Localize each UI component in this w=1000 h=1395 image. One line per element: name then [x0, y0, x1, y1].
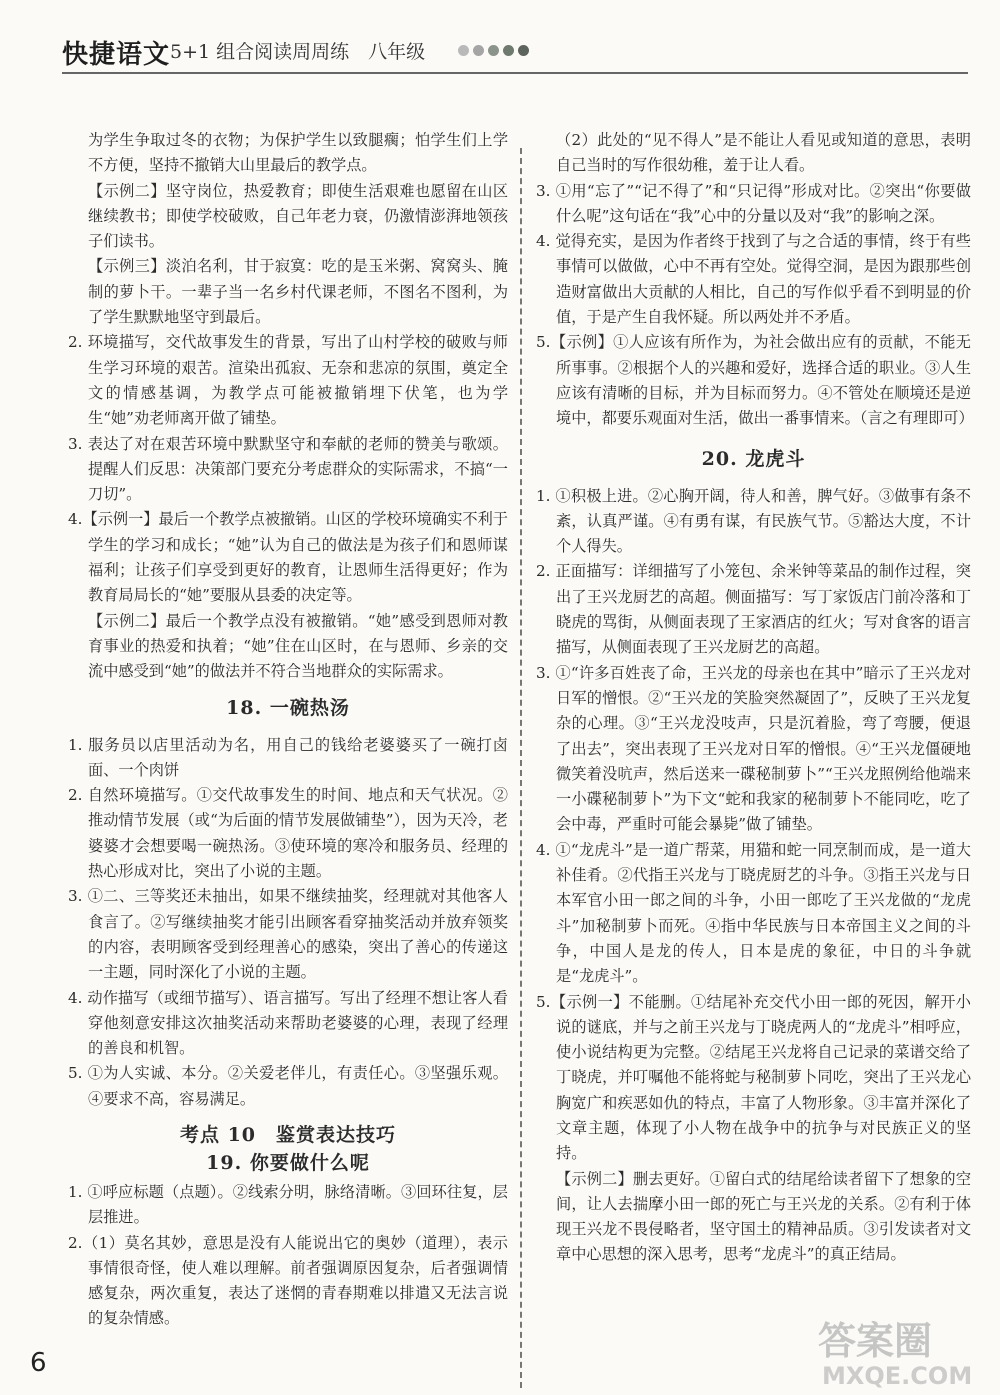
answer-paragraph: 1. ①积极上进。②心胸开阔，待人和善，脾气好。③做事有条不紊，认真严谨。④有勇有谋，有民族气节。⑤豁达大度，不计个人得失。 [536, 486, 971, 556]
watermark-text: 答案圈 [818, 1319, 933, 1363]
decorative-dot [473, 45, 484, 56]
answer-paragraph: 3. ①二、三等奖还未抽出，如果不继续抽奖，经理就对其他客人食言了。②写继续抽奖才能引出顾客看穿抽奖活动并放弃领奖的内容，表明顾客受到经理善心的感染，突出了善心的传递这一主题，同时深化了小说的主题。 [68, 887, 508, 982]
book-subtitle: 5+1 组合阅读周周练 八年级 [170, 41, 426, 63]
section-20-title: 20. 龙虎斗 [701, 447, 806, 470]
right-column [536, 128, 974, 1268]
answer-paragraph: 【示例二】坚守岗位，热爱教育；即使生活艰难也愿留在山区继续教书；即使学校破败，自己年老力衰，仍激情澎湃地领孩子们读书。 [88, 181, 508, 251]
section-19-answers [68, 1180, 508, 1332]
decorative-dots [458, 45, 529, 56]
section-18-answers [68, 733, 508, 1112]
answer-paragraph: 【示例二】删去更好。①留白式的结尾给读者留下了想象的空间，让人去揣摩小田一郎的死亡与王兴龙的关系。②有利于体现王兴龙不畏侵略者，坚守国土的精神品质。③引发读者对文章中心思想的深入思考，思考“龙虎斗”的真正结局。 [556, 1169, 971, 1264]
answer-paragraph: 1. 服务员以店里活动为名，用自己的钱给老婆婆买了一碗打卤面、一个肉饼 [68, 735, 508, 779]
answer-paragraph: 5. ①为人实诚、本分。②关爱老伴儿，有责任心。③坚强乐观。④要求不高，容易满足。 [68, 1064, 508, 1108]
header-rule [62, 72, 968, 74]
decorative-dot [488, 45, 499, 56]
answer-paragraph: 为学生争取过冬的衣物；为保护学生以致腿瘸；怕学生们上学不方便，坚持不撤销大山里最后的教学点。 [88, 131, 508, 175]
answer-paragraph: 3. 表达了对在艰苦环境中默默坚守和奉献的老师的赞美与歌颂。提醒人们反思：决策部门要充分考虑群众的实际需求，不搞“一刀切”。 [68, 434, 508, 504]
answer-paragraph: 【示例二】最后一个教学点没有被撤销。“她”感受到恩师对教育事业的热爱和执着；“她”住在山区时，在与恩师、乡亲的交流中感受到“她”的做法并不符合当地群众的实际需求。 [88, 611, 508, 681]
answer-paragraph: （2）此处的“见不得人”是不能让人看见或知道的意思，表明自己当时的写作很幼稚，羞于让人看。 [556, 131, 971, 175]
section-18-title: 18. 一碗热汤 [226, 696, 350, 719]
watermark-logo [812, 1310, 992, 1390]
answer-paragraph: 2. 自然环境描写。①交代故事发生的时间、地点和天气状况。②推动情节发展（或“为后面的情节发展做铺垫”），因为天冷，老婆婆才会想要喝一碗热汤。③使环境的寒冷和服务员、经理的热心形成对比，突出了小说的主题。 [68, 786, 508, 881]
answer-paragraph: 4.【示例一】最后一个教学点被撤销。山区的学校环境确实不利于学生的学习和成长；“她”认为自己的做法是为孩子们和恩师谋福利；让孩子们享受到更好的教育，让恩师生活得更好；作为教育局局长的“她”要服从县委的决定等。 [68, 510, 508, 605]
answer-paragraph: 4. 动作描写（或细节描写）、语言描写。写出了经理不想让客人看穿他刻意安排这次抽奖活动来帮助老婆婆的心理，表现了经理的善良和机智。 [68, 988, 508, 1058]
decorative-dot [458, 45, 469, 56]
left-answers [68, 128, 508, 685]
column-divider [520, 148, 522, 1388]
left-column [68, 128, 508, 1332]
watermark-url: MXQE.COM [822, 1362, 973, 1390]
answer-paragraph: 2. 环境描写，交代故事发生的背景，写出了山村学校的破败与师生学习环境的艰苦。渲染出孤寂、无奈和悲凉的氛围，奠定全文的情感基调，为教学点可能被撤销埋下伏笔，也为学生“她”劝老师离开做了铺垫。 [68, 333, 508, 428]
right-answers [536, 128, 974, 432]
answer-paragraph: 4. 觉得充实，是因为作者终于找到了与之合适的事情，终于有些事情可以做做，心中不再有空处。觉得空洞，是因为跟那些创造财富做出大贡献的人相比，自己的写作似乎看不到明显的价值，于是产生自我怀疑。所以两处并不矛盾。 [536, 232, 971, 327]
answer-paragraph: 2.（1）莫名其妙，意思是没有人能说出它的奥妙（道理），表示事情很奇怪，使人难以理解。前者强调原因复杂，后者强调情感复杂，两次重复，表达了迷惘的青春期难以排遣又无法言说的复杂情感。 [68, 1233, 508, 1328]
answer-paragraph: 5.【示例】①人应该有所作为，为社会做出应有的贡献，不能无所事事。②根据个人的兴趣和爱好，选择合适的职业。③人生应该有清晰的目标，并为目标而努力。④不管处在顺境还是逆境中，都要乐观面对生活，做出一番事情来。（言之有理即可） [536, 333, 974, 428]
answer-paragraph: 4. ①“龙虎斗”是一道广帮菜，用猫和蛇一同烹制而成，是一道大补佳肴。②代指王兴龙与丁晓虎厨艺的斗争。③指王兴龙与日本军官小田一郎之间的斗争，小田一郎吃了王兴龙做的“龙虎斗”加秘制萝卜而死。④指中华民族与日本帝国主义之间的斗争，中国人是龙的传人，日本是虎的象征，中日的斗争就是“龙虎斗”。 [536, 840, 971, 986]
page-header [62, 34, 962, 74]
unit-10-title: 考点 10 鉴赏表达技巧 [179, 1123, 397, 1146]
decorative-dot [518, 45, 529, 56]
answer-paragraph: 5.【示例一】不能删。①结尾补充交代小田一郎的死因，解开小说的谜底，并与之前王兴龙与丁晓虎两人的“龙虎斗”相呼应，使小说结构更为完整。②结尾王兴龙将自己记录的菜谱交给了丁晓虎，并叮嘱他不能将蛇与秘制萝卜同吃，突出了王兴龙心胸宽广和疾恶如仇的特点，丰富了人物形象。③丰富并深化了文章主题，体现了小人物在战争中的抗争与对民族正义的坚持。 [536, 992, 971, 1163]
book-brand: 快捷语文 [62, 40, 171, 70]
section-20-answers [536, 484, 971, 1268]
decorative-dot [503, 45, 514, 56]
answer-paragraph: 1. ①呼应标题（点题）。②线索分明，脉络清晰。③回环往复，层层推进。 [68, 1182, 508, 1227]
page-number: 6 [30, 1348, 47, 1378]
answer-paragraph: 3. ①用“忘了”“记不得了”和“只记得”形成对比。②突出“你要做什么呢”这句话在“我”心中的分量以及对“我”的影响之深。 [536, 181, 971, 225]
answer-paragraph: 3. ①“许多百姓丧了命，王兴龙的母亲也在其中”暗示了王兴龙对日军的憎恨。②“王兴龙的笑脸突然凝固了”，反映了王兴龙复杂的心理。③“王兴龙没吱声，只是沉着脸，弯了弯腰，便退了出去”，突出表现了王兴龙对日军的憎恨。④“王兴龙僵硬地微笑着没吭声，然后送来一碟秘制萝卜”“王兴龙照例给他端来一小碟秘制萝卜”为下文“蛇和我家的秘制萝卜不能同吃，吃了会中毒，严重时可能会暴毙”做了铺垫。 [536, 663, 971, 834]
answer-paragraph: 2. 正面描写：详细描写了小笼包、余米钟等菜品的制作过程，突出了王兴龙厨艺的高超。侧面描写：写丁家饭店门前冷落和丁晓虎的骂街，从侧面表现了王家酒店的红火；写对食客的语言描写，从侧面表现了王兴龙厨艺的高超。 [536, 562, 971, 657]
answer-paragraph: 【示例三】淡泊名利，甘于寂寞：吃的是玉米粥、窝窝头、腌制的萝卜干。一辈子当一名乡村代课老师，不图名不图利，为了学生默默地坚守到最后。 [88, 257, 508, 327]
section-19-title: 19. 你要做什么呢 [206, 1151, 370, 1174]
